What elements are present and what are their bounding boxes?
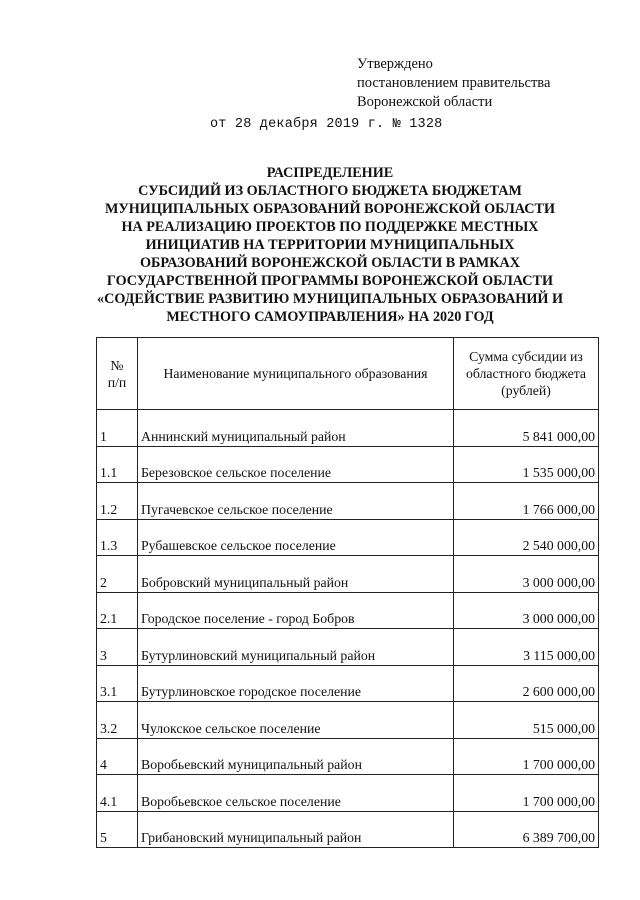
row-amount: 1 700 000,00 xyxy=(454,738,599,775)
row-number: 4 xyxy=(97,738,138,775)
subsidy-table xyxy=(96,337,599,848)
row-amount: 1 766 000,00 xyxy=(454,483,599,520)
table-row xyxy=(97,702,599,739)
table-row xyxy=(97,446,599,483)
table-body xyxy=(97,410,599,848)
table-row xyxy=(97,811,599,848)
header-amount-line: (рублей) xyxy=(501,383,551,398)
row-number: 1 xyxy=(97,410,138,447)
row-number: 5 xyxy=(97,811,138,848)
row-number: 1.3 xyxy=(97,519,138,556)
approval-line-1: Утверждено xyxy=(357,56,433,72)
header-number xyxy=(97,338,138,410)
row-name: Бобровский муниципальный район xyxy=(138,556,454,593)
table-row xyxy=(97,519,599,556)
row-amount: 3 000 000,00 xyxy=(454,556,599,593)
table-row xyxy=(97,556,599,593)
title-line: ГОСУДАРСТВЕННОЙ ПРОГРАММЫ ВОРОНЕЖСКОЙ ОБЛАСТИ xyxy=(106,273,554,289)
row-amount: 2 540 000,00 xyxy=(454,519,599,556)
title-line: МЕСТНОГО САМОУПРАВЛЕНИЯ» НА 2020 ГОД xyxy=(166,309,494,325)
title-line: МУНИЦИПАЛЬНЫХ ОБРАЗОВАНИЙ ВОРОНЕЖСКОЙ ОБЛАСТИ xyxy=(104,201,556,217)
header-name: Наименование муниципального образования xyxy=(138,338,454,410)
row-amount: 515 000,00 xyxy=(454,702,599,739)
row-name: Бутурлиновский муниципальный район xyxy=(138,629,454,666)
row-amount: 3 000 000,00 xyxy=(454,592,599,629)
row-number: 3.1 xyxy=(97,665,138,702)
header-amount xyxy=(454,338,599,410)
approval-block xyxy=(357,55,550,112)
table-row xyxy=(97,775,599,812)
row-name: Воробьевское сельское поселение xyxy=(138,775,454,812)
row-name: Березовское сельское поселение xyxy=(138,446,454,483)
row-amount: 1 535 000,00 xyxy=(454,446,599,483)
row-number: 3.2 xyxy=(97,702,138,739)
header-number-line: п/п xyxy=(107,374,127,390)
title-line: СУБСИДИЙ ИЗ ОБЛАСТНОГО БЮДЖЕТА БЮДЖЕТАМ xyxy=(138,183,522,199)
row-name: Аннинский муниципальный район xyxy=(138,410,454,447)
approval-line-3: Воронежской области xyxy=(357,94,493,110)
title-line: НА РЕАЛИЗАЦИЮ ПРОЕКТОВ ПО ПОДДЕРЖКЕ МЕСТНЫХ xyxy=(121,219,539,235)
approval-line-2: постановлением правительства xyxy=(357,75,551,91)
row-number: 3 xyxy=(97,629,138,666)
title-line: «СОДЕЙСТВИЕ РАЗВИТИЮ МУНИЦИПАЛЬНЫХ ОБРАЗОВАНИЙ И xyxy=(96,291,563,307)
row-number: 1.2 xyxy=(97,483,138,520)
table-row xyxy=(97,629,599,666)
row-amount: 3 115 000,00 xyxy=(454,629,599,666)
title-line: ИНИЦИАТИВ НА ТЕРРИТОРИИ МУНИЦИПАЛЬНЫХ xyxy=(145,237,515,253)
row-name: Воробьевский муниципальный район xyxy=(138,738,454,775)
decree-date-number: от 28 декабря 2019 г. № 1328 xyxy=(210,117,443,132)
table-row xyxy=(97,592,599,629)
row-number: 1.1 xyxy=(97,446,138,483)
title-line: ОБРАЗОВАНИЙ ВОРОНЕЖСКОЙ ОБЛАСТИ В РАМКАХ xyxy=(140,255,520,271)
header-amount-line: областного бюджета xyxy=(465,366,587,381)
row-amount: 2 600 000,00 xyxy=(454,665,599,702)
table-header-row xyxy=(97,338,599,410)
row-number: 4.1 xyxy=(97,775,138,812)
row-name: Грибановский муниципальный район xyxy=(138,811,454,848)
row-name: Пугачевское сельское поселение xyxy=(138,483,454,520)
row-amount: 5 841 000,00 xyxy=(454,410,599,447)
row-name: Городское поселение - город Бобров xyxy=(138,592,454,629)
row-number: 2 xyxy=(97,556,138,593)
table-row xyxy=(97,410,599,447)
table-row xyxy=(97,483,599,520)
row-number: 2.1 xyxy=(97,592,138,629)
row-name: Бутурлиновское городское поселение xyxy=(138,665,454,702)
row-name: Рубашевское сельское поселение xyxy=(138,519,454,556)
table-row xyxy=(97,738,599,775)
row-amount: 1 700 000,00 xyxy=(454,775,599,812)
header-amount-line: Сумма субсидии из xyxy=(469,349,583,364)
document-title xyxy=(60,164,600,326)
header-number-line: № xyxy=(110,357,124,373)
row-name: Чулокское сельское поселение xyxy=(138,702,454,739)
title-line: РАСПРЕДЕЛЕНИЕ xyxy=(266,165,394,181)
table-row xyxy=(97,665,599,702)
row-amount: 6 389 700,00 xyxy=(454,811,599,848)
